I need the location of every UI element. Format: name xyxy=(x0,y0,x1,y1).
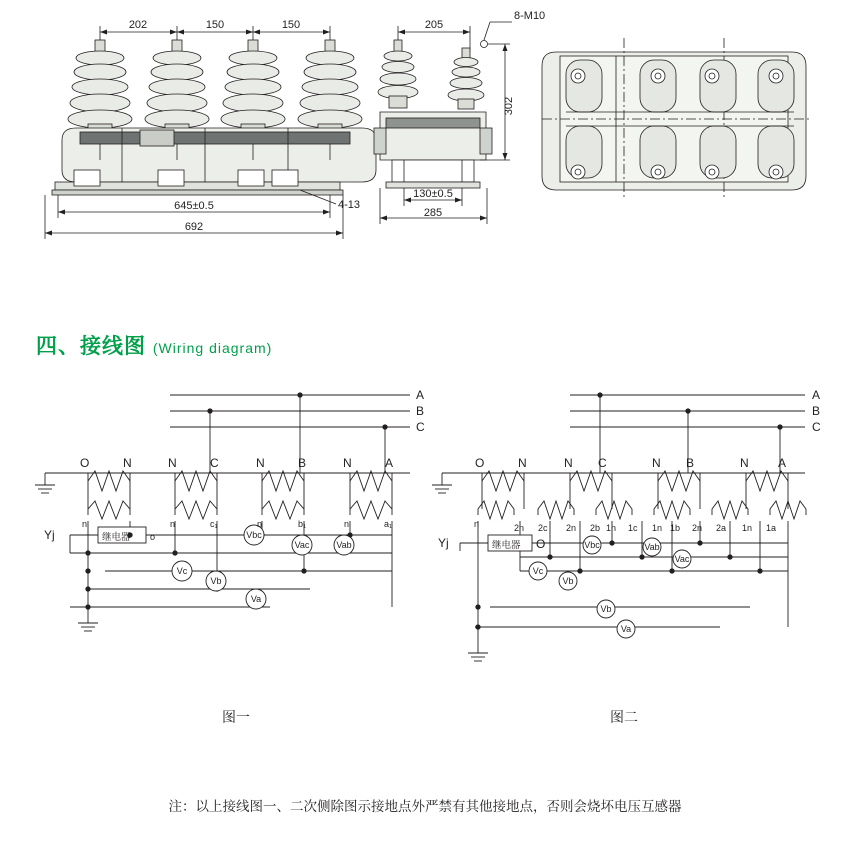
sec-t3-2: 2n xyxy=(566,523,577,533)
meter-vb-2: Vb xyxy=(562,576,574,586)
meter-vac-2: Vac xyxy=(674,554,690,564)
phase-b-label-1: B xyxy=(416,404,425,418)
terminal-a-1: A xyxy=(385,456,394,470)
figure-2-label: 图二 xyxy=(610,709,638,725)
sec-t7-2: 1n xyxy=(652,523,663,533)
sec-t11-2: 1n xyxy=(742,523,753,533)
footer-note: 注：以上接线图一、二次侧除图示接地点外严禁有其他接地点，否则会烧坏电压互感器 xyxy=(168,799,682,814)
terminal-o-1: O xyxy=(80,456,90,470)
phase-a-label-2: A xyxy=(812,388,821,402)
note-4-13: 4-13 xyxy=(338,199,361,211)
terminal-o-2: O xyxy=(475,456,485,470)
meter-vb-1: Vb xyxy=(210,576,222,586)
terminal-n2-1: N xyxy=(168,456,177,470)
dim-645: 645±0.5 xyxy=(174,200,214,212)
terminal-n4-1: N xyxy=(343,456,352,470)
terminal-n3-1: N xyxy=(256,456,265,470)
dim-202: 202 xyxy=(128,19,148,31)
mechanical-drawings xyxy=(0,0,850,300)
phase-a-label-1: A xyxy=(416,388,425,402)
terminal-b-1: B xyxy=(298,456,307,470)
yj-label-2: Yj xyxy=(438,536,449,550)
terminal-b-2: B xyxy=(686,456,695,470)
terminal-a-2: A xyxy=(778,456,787,470)
meter-vac-1: Vac xyxy=(294,540,310,550)
figure-1-label: 图一 xyxy=(222,709,250,725)
dim-692: 692 xyxy=(184,221,204,233)
section-title xyxy=(36,330,272,360)
meter-vc-2: Vc xyxy=(532,566,544,576)
sec-t9-2: 2n xyxy=(692,523,703,533)
sec-t6-2: 1c xyxy=(628,523,638,533)
o-label-2: O xyxy=(536,537,546,551)
meter-vbc-2: Vbc xyxy=(584,540,600,550)
phase-b-label-2: B xyxy=(812,404,821,418)
meter-vbc-1: Vbc xyxy=(246,530,262,540)
o-label-1: o xyxy=(150,532,156,542)
terminal-n2-2: N xyxy=(564,456,573,470)
meter-va-1: Va xyxy=(250,594,262,604)
section-title-en: (Wiring diagram) xyxy=(152,340,273,356)
terminal-n1-2: N xyxy=(518,456,527,470)
meter-vab-1: Vab xyxy=(336,540,352,550)
dim-150-b: 150 xyxy=(281,19,301,31)
sec-t5-2: 1n xyxy=(606,523,617,533)
meter-vb2-2: Vb xyxy=(600,604,612,614)
section-title-cn: 四、接线图 xyxy=(36,335,146,358)
meter-vab-2: Vab xyxy=(644,542,660,552)
sec-n1-1: n xyxy=(82,519,88,529)
sec-t0-2: n xyxy=(474,519,480,529)
sec-a1-1: a₁ xyxy=(384,519,393,529)
terminal-n1-1: N xyxy=(123,456,132,470)
terminal-c-2: C xyxy=(598,456,607,470)
sec-n2-1: n xyxy=(170,519,176,529)
phase-c-label-1: C xyxy=(416,420,425,434)
phase-c-label-2: C xyxy=(812,420,821,434)
sec-t4-2: 2b xyxy=(590,523,601,533)
relay-box-label-2: 继电器 xyxy=(492,540,521,551)
sec-n3-1: n xyxy=(257,519,263,529)
dim-150-a: 150 xyxy=(205,19,225,31)
sec-t8-2: 1b xyxy=(670,523,681,533)
dim-285: 285 xyxy=(423,207,443,219)
top-view xyxy=(542,38,810,198)
relay-box-label-1: 继电器 xyxy=(102,532,131,543)
note-8-m10: 8-M10 xyxy=(514,10,546,22)
wiring-diagram-2 xyxy=(420,375,845,705)
sec-t12-2: 1a xyxy=(766,523,777,533)
sec-t2-2: 2c xyxy=(538,523,548,533)
sec-t10-2: 2a xyxy=(716,523,727,533)
terminal-n4-2: N xyxy=(740,456,749,470)
sec-n4-1: n xyxy=(344,519,350,529)
meter-va-2: Va xyxy=(620,624,632,634)
meter-vc-1: Vc xyxy=(176,566,188,576)
yj-label-1: Yj xyxy=(44,528,55,542)
dim-302: 302 xyxy=(503,96,515,116)
dim-130: 130±0.5 xyxy=(413,188,453,200)
terminal-n3-2: N xyxy=(652,456,661,470)
sec-t1-2: 2n xyxy=(514,523,525,533)
sec-c1-1: c₁ xyxy=(210,519,218,529)
wiring-diagram-1 xyxy=(10,375,435,705)
dim-205: 205 xyxy=(424,19,444,31)
terminal-c-1: C xyxy=(210,456,219,470)
sec-b1-1: b₁ xyxy=(298,519,307,529)
